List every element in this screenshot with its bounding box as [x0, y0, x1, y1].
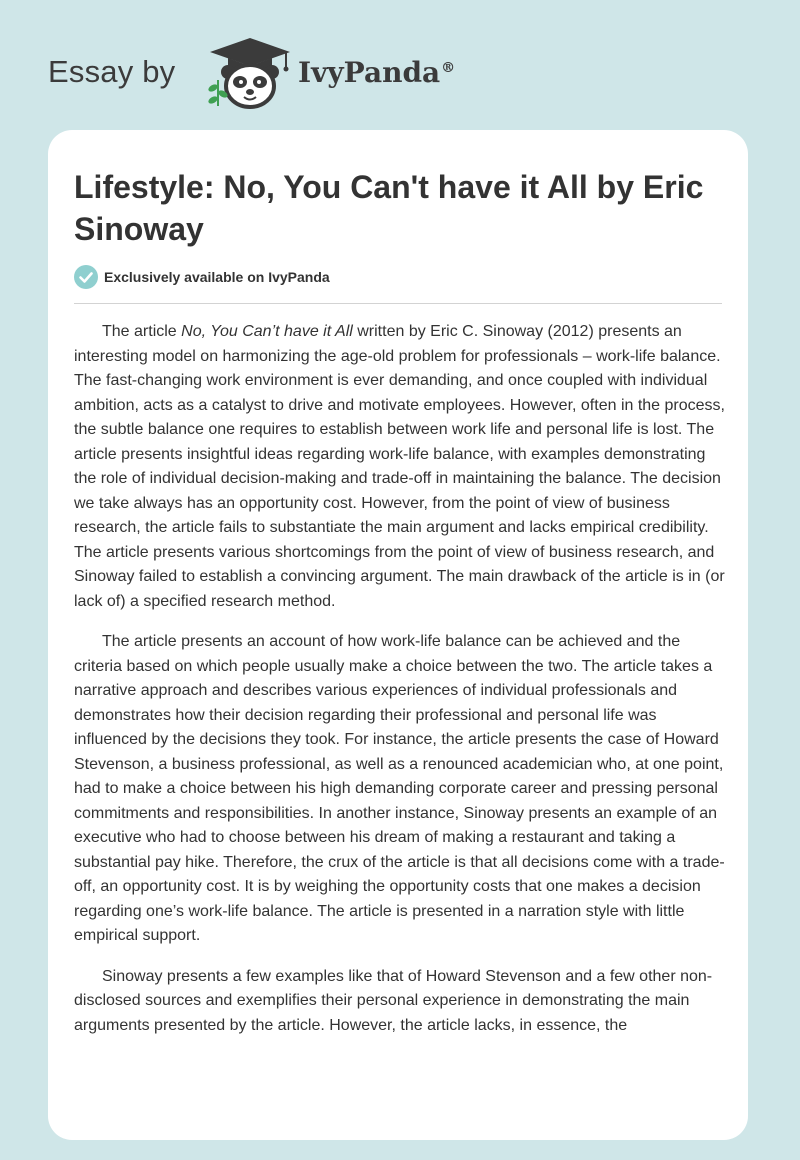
exclusive-badge [74, 264, 330, 290]
brand-prefix: Essay by [48, 54, 176, 89]
paragraph-2: The article presents an account of how work-life balance can be achieved and the criteria based on which people usually make a choice between the two. The article takes a narrative approach and describes various experiences of individual professionals and demonstrates how their decision regarding their professional and personal life was influenced by the decisions they took. For instance, the article presents the case of Howard Stevenson, a business professional, as well as a renounced academician who, at one point, had to make a choice between his high demanding corporate career and pressing personal commitments and responsibilities. In another instance, Sinoway presents an example of an executive who had to choose between his dream of making a restaurant and taking a substantial pay hike. Therefore, the crux of the article is that all decisions come with a trade-off, an opportunity cost. It is by weighing the opportunity costs that one makes a decision regarding one’s work-life balance. The article is presented in a narration style with little empirical support. [74, 633, 725, 944]
essay-title: Lifestyle: No, You Can't have it All by Eric Sinoway [74, 169, 704, 247]
essay-body [74, 320, 728, 1054]
panda-graduate-icon [200, 36, 292, 110]
site-brand[interactable] [48, 36, 508, 110]
badge-text: Exclusively available on IvyPanda [104, 269, 330, 285]
cited-article-title: No, You Can’t have it All [181, 323, 353, 340]
divider [74, 303, 722, 304]
brand-name: IvyPanda® [298, 56, 456, 89]
check-circle-icon [74, 265, 98, 289]
paragraph-1: The article No, You Can’t have it All written by Eric C. Sinoway (2012) presents an interesting model on harmonizing the age-old problem for professionals – work-life balance. The fast-changing work environment is ever demanding, and once coupled with individual ambition, acts as a catalyst to drive and motivate employees. However, often in the process, the subtle balance one requires to establish between work life and personal life is lost. The article presents insightful ideas regarding work-life balance, with examples demonstrating the role of individual decision-making and trade-off in maintaining the balance. The decision we take always has an opportunity cost. However, from the point of view of business research, the article fails to substantiate the main argument and lacks empirical credibility. The article presents various shortcomings from the point of view of business research, and Sinoway failed to establish a convincing argument. The main drawback of the article is in (or lack of) a specified research method. [74, 323, 725, 610]
registered-mark: ® [441, 59, 456, 76]
essay-card [48, 130, 748, 1140]
paragraph-3: Sinoway presents a few examples like that of Howard Stevenson and a few other non-disclosed sources and exemplifies their personal experience in demonstrating the main arguments presented by the article. However, the article lacks, in essence, the [74, 967, 713, 1034]
